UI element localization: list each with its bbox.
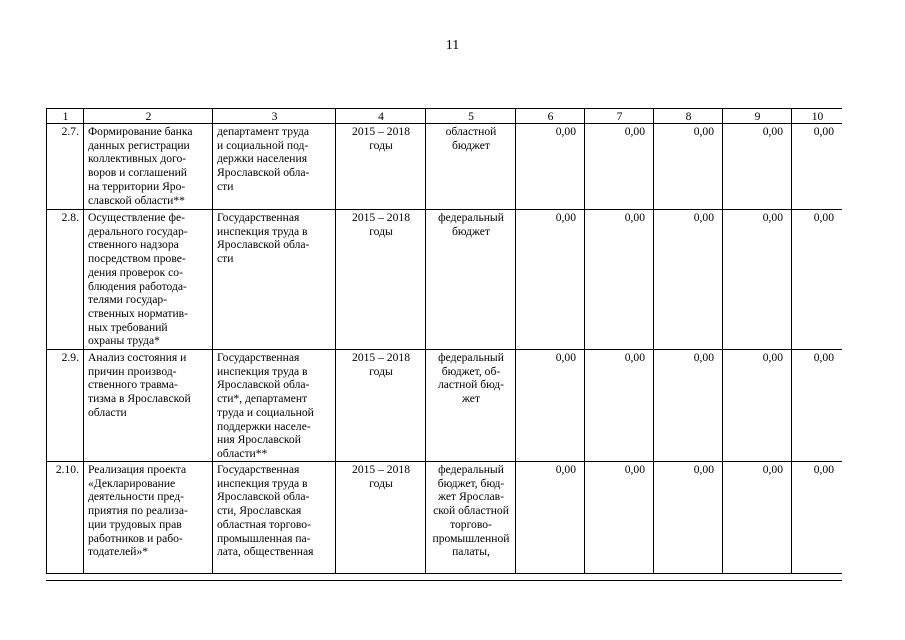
item-number: 2.10. xyxy=(47,462,84,574)
column-header: 4 xyxy=(336,109,426,124)
column-header: 7 xyxy=(585,109,654,124)
program-table-container xyxy=(46,108,842,581)
program-table xyxy=(46,108,842,574)
item-value: 0,00 xyxy=(723,124,792,210)
table-row xyxy=(47,210,843,350)
item-value: 0,00 xyxy=(585,210,654,350)
item-name: Анализ состояния и причин производ- ственного травма- тизма в Ярославской области xyxy=(84,350,213,462)
item-funding-source: областной бюджет xyxy=(426,124,516,210)
item-period: 2015 – 2018 годы xyxy=(336,462,426,574)
item-period: 2015 – 2018 годы xyxy=(336,124,426,210)
item-name: Реализация проекта «Декларирование деятельности пред- приятия по реализа- ции трудовых прав работников и рабо- тодателей»* xyxy=(84,462,213,574)
item-funding-source: федеральный бюджет, бюд- жет Ярослав- ской областной торгово- промышленной палаты, xyxy=(426,462,516,574)
item-value: 0,00 xyxy=(654,350,723,462)
column-header: 6 xyxy=(516,109,585,124)
item-value: 0,00 xyxy=(792,124,843,210)
column-header: 5 xyxy=(426,109,516,124)
item-value: 0,00 xyxy=(516,210,585,350)
item-name: Формирование банка данных регистрации коллективных дого- воров и соглашений на территории Яро- славской области** xyxy=(84,124,213,210)
column-header: 10 xyxy=(792,109,843,124)
item-number: 2.9. xyxy=(47,350,84,462)
item-value: 0,00 xyxy=(792,210,843,350)
item-executor: Государственная инспекция труда в Ярославской обла- сти*, департамент труда и социальной поддержки населе- ния Ярославской области** xyxy=(213,350,336,462)
item-funding-source: федеральный бюджет xyxy=(426,210,516,350)
item-value: 0,00 xyxy=(516,462,585,574)
column-header: 3 xyxy=(213,109,336,124)
column-number-row xyxy=(47,109,843,124)
item-executor: Государственная инспекция труда в Ярославской обла- сти xyxy=(213,210,336,350)
column-header: 2 xyxy=(84,109,213,124)
item-value: 0,00 xyxy=(516,124,585,210)
item-period: 2015 – 2018 годы xyxy=(336,210,426,350)
item-value: 0,00 xyxy=(792,350,843,462)
column-header: 9 xyxy=(723,109,792,124)
item-period: 2015 – 2018 годы xyxy=(336,350,426,462)
item-value: 0,00 xyxy=(516,350,585,462)
item-executor: Государственная инспекция труда в Ярославской обла- сти, Ярославская областная торгово- промышленная па- лата, общественная xyxy=(213,462,336,574)
item-name: Осуществление фе- дерального государ- ственного надзора посредством прове- дения проверок со- блюдения работода- телями государ- ственных норматив- ных требований охраны труда* xyxy=(84,210,213,350)
item-value: 0,00 xyxy=(585,350,654,462)
item-funding-source: федеральный бюджет, об- ластной бюд- жет xyxy=(426,350,516,462)
table-row xyxy=(47,462,843,574)
item-value: 0,00 xyxy=(585,124,654,210)
item-value: 0,00 xyxy=(792,462,843,574)
item-value: 0,00 xyxy=(654,124,723,210)
item-number: 2.7. xyxy=(47,124,84,210)
item-executor: департамент труда и социальной под- держки населения Ярославской обла- сти xyxy=(213,124,336,210)
page-number: 11 xyxy=(445,38,460,53)
item-value: 0,00 xyxy=(723,462,792,574)
item-number: 2.8. xyxy=(47,210,84,350)
item-value: 0,00 xyxy=(585,462,654,574)
table-row xyxy=(47,124,843,210)
column-header: 8 xyxy=(654,109,723,124)
column-header: 1 xyxy=(47,109,84,124)
table-row xyxy=(47,350,843,462)
item-value: 0,00 xyxy=(723,350,792,462)
item-value: 0,00 xyxy=(654,210,723,350)
item-value: 0,00 xyxy=(654,462,723,574)
item-value: 0,00 xyxy=(723,210,792,350)
